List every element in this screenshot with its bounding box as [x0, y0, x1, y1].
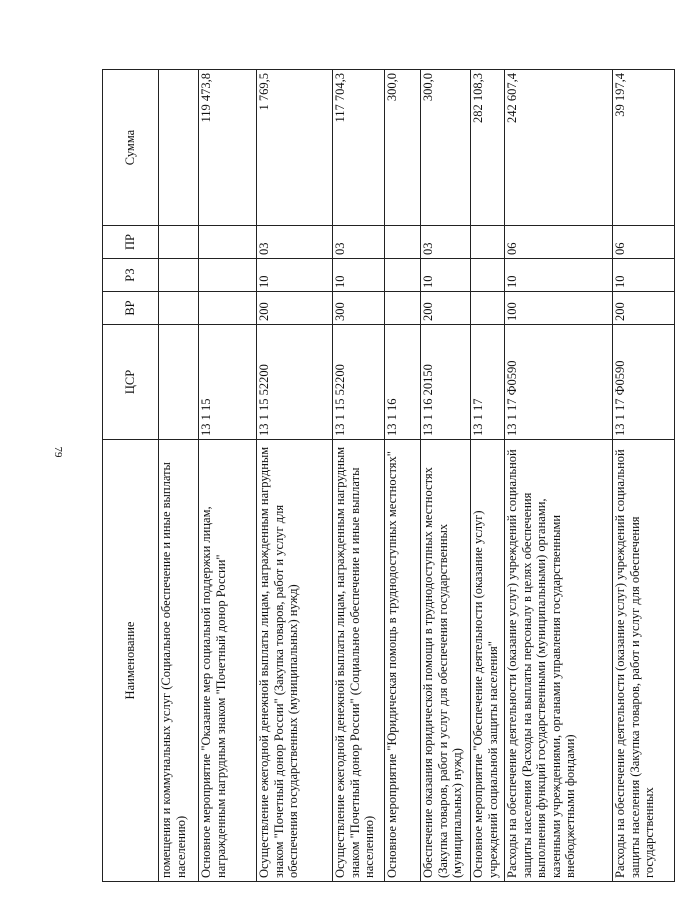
cell-vr: 200	[613, 292, 675, 325]
cell-pr: 06	[613, 226, 675, 259]
table-row	[471, 70, 505, 882]
cell-sum: 117 704,3	[333, 70, 385, 226]
cell-vr: 100	[505, 292, 613, 325]
cell-pr: 03	[257, 226, 333, 259]
cell-rz: 10	[257, 259, 333, 292]
cell-sum	[159, 70, 199, 226]
table-row	[159, 70, 199, 882]
cell-rz	[385, 259, 421, 292]
cell-sum: 282 108,3	[471, 70, 505, 226]
cell-csr: 13 1 15	[199, 325, 257, 440]
cell-vr: 300	[333, 292, 385, 325]
cell-sum: 39 197,4	[613, 70, 675, 226]
cell-name: Основное мероприятие "Обеспечение деятельности (оказание услуг) учреждений социальной защиты населения"	[471, 440, 505, 882]
cell-csr: 13 1 16	[385, 325, 421, 440]
table-row	[199, 70, 257, 882]
cell-pr	[385, 226, 421, 259]
table-row	[421, 70, 471, 882]
header-csr: ЦСР	[103, 325, 159, 440]
table-row	[385, 70, 421, 882]
rotated-table-wrapper	[102, 70, 657, 882]
table-row	[257, 70, 333, 882]
cell-csr	[159, 325, 199, 440]
cell-rz: 10	[421, 259, 471, 292]
cell-pr: 03	[333, 226, 385, 259]
cell-csr: 13 1 17 Ф0590	[613, 325, 675, 440]
header-rz: РЗ	[103, 259, 159, 292]
cell-name: Осуществление ежегодной денежной выплаты лицам, награжденным нагрудным знаком "Почетный донор России" (Закупка товаров, работ и услуг для обеспечения государственных (муниципальных) нужд)	[257, 440, 333, 882]
cell-csr: 13 1 16 20150	[421, 325, 471, 440]
header-name: Наименование	[103, 440, 159, 882]
cell-vr	[385, 292, 421, 325]
header-vr: ВР	[103, 292, 159, 325]
table-header-row	[103, 70, 159, 882]
cell-name: Обеспечение оказания юридической помощи в труднодоступных местностях (Закупка товаров, работ и услуг для обеспечения государственных (муниципальных) нужд)	[421, 440, 471, 882]
cell-sum: 300,0	[421, 70, 471, 226]
cell-csr: 13 1 15 52200	[257, 325, 333, 440]
cell-pr	[471, 226, 505, 259]
header-sum: Сумма	[103, 70, 159, 226]
budget-table	[102, 69, 675, 882]
cell-pr: 06	[505, 226, 613, 259]
table-row	[505, 70, 613, 882]
cell-vr: 200	[421, 292, 471, 325]
cell-name: Основное мероприятие "Оказание мер социальной поддержки лицам, награжденным нагрудным знаком "Почетный донор России"	[199, 440, 257, 882]
cell-name: Осуществление ежегодной денежной выплаты лицам, награжденным нагрудным знаком "Почетный донор России" (Социальное обеспечение и иные выплаты населению)	[333, 440, 385, 882]
cell-pr	[159, 226, 199, 259]
cell-name: Основное мероприятие "Юридическая помощь в труднодоступных местностях"	[385, 440, 421, 882]
table-row	[613, 70, 675, 882]
cell-rz: 10	[333, 259, 385, 292]
cell-pr	[199, 226, 257, 259]
header-pr: ПР	[103, 226, 159, 259]
cell-name: Расходы на обеспечение деятельности (оказание услуг) учреждений социальной защиты населения (Закупка товаров, работ и услуг для обеспечения государственных	[613, 440, 675, 882]
cell-rz	[471, 259, 505, 292]
cell-csr: 13 1 17	[471, 325, 505, 440]
cell-sum: 119 473,8	[199, 70, 257, 226]
cell-vr	[471, 292, 505, 325]
cell-name: помещения и коммунальных услуг (Социальное обеспечение и иные выплаты населению)	[159, 440, 199, 882]
cell-rz	[199, 259, 257, 292]
cell-csr: 13 1 17 Ф0590	[505, 325, 613, 440]
cell-vr: 200	[257, 292, 333, 325]
cell-rz	[159, 259, 199, 292]
cell-rz: 10	[505, 259, 613, 292]
table-row	[333, 70, 385, 882]
cell-csr: 13 1 15 52200	[333, 325, 385, 440]
cell-pr: 03	[421, 226, 471, 259]
cell-sum: 242 607,4	[505, 70, 613, 226]
cell-sum: 1 769,5	[257, 70, 333, 226]
cell-rz: 10	[613, 259, 675, 292]
cell-name: Расходы на обеспечение деятельности (оказание услуг) учреждений социальной защиты населения (Расходы на выплаты персоналу в целях обеспечения выполнения функций государственными (муниципальными) органами, казенными учреждениями, органами управления государственными внебюджетными фондами)	[505, 440, 613, 882]
cell-vr	[159, 292, 199, 325]
page-number: 79	[52, 446, 64, 458]
cell-vr	[199, 292, 257, 325]
cell-sum: 300,0	[385, 70, 421, 226]
